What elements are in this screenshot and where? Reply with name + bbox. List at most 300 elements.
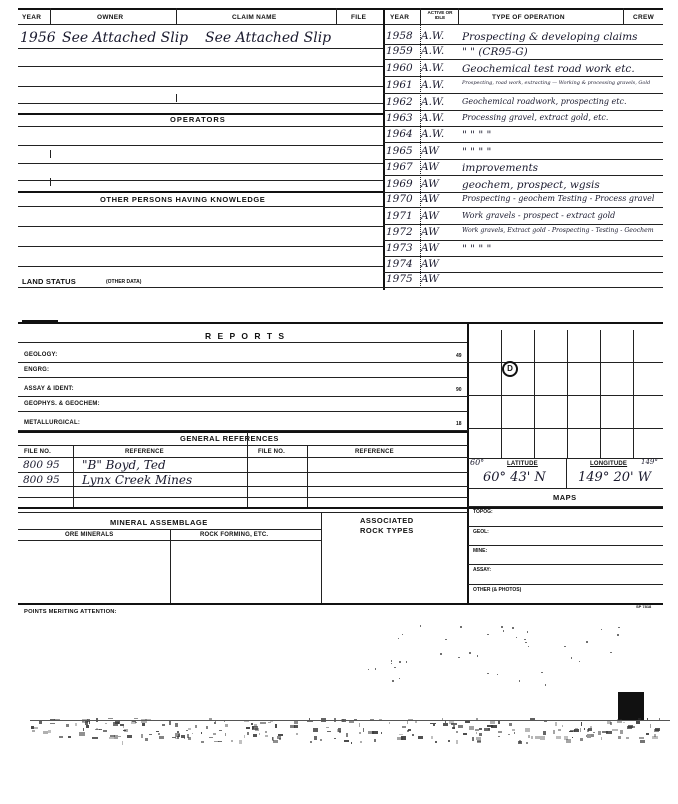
scan-speck — [32, 730, 35, 733]
scan-speck — [75, 723, 77, 726]
scan-speck — [602, 731, 607, 733]
scan-speck — [327, 731, 331, 732]
reports-right-border — [467, 322, 469, 604]
activity-operation: improvements — [462, 162, 539, 174]
gen-ref-col-2 — [247, 432, 248, 507]
scan-speck — [351, 742, 352, 744]
scan-speck — [184, 737, 186, 739]
gen-ref-title: GENERAL REFERENCES — [180, 434, 279, 443]
activity-line — [383, 224, 663, 225]
scan-speck — [209, 737, 213, 738]
activity-year: 1958 — [386, 30, 413, 42]
scan-speck — [627, 726, 632, 729]
scan-speck — [359, 723, 361, 727]
scan-speck — [569, 731, 573, 733]
scan-speck — [141, 734, 143, 737]
activity-line — [383, 142, 663, 143]
gen-ref-ref-2: Lynx Creek Mines — [82, 473, 193, 487]
scan-speck — [214, 741, 219, 742]
scan-speck — [219, 730, 221, 731]
scan-speck — [402, 726, 406, 727]
scan-speck — [476, 737, 481, 740]
scan-speck — [103, 730, 107, 733]
scan-speck — [636, 721, 639, 725]
operators-line-1 — [18, 145, 383, 146]
scan-speck — [572, 737, 573, 738]
activity-status: AW — [421, 161, 439, 173]
scan-speck — [149, 734, 151, 735]
scan-speck — [407, 730, 409, 732]
scan-speck — [158, 733, 160, 735]
activity-operation: geochem, prospect, wgsis — [462, 179, 600, 191]
lat-prefix: 60° — [470, 458, 485, 467]
lat-label: LATITUDE — [507, 461, 538, 467]
grid-marker-circle — [502, 361, 518, 377]
operators-label: OPERATORS — [170, 115, 226, 124]
other-persons-rule — [18, 191, 383, 193]
scan-speck — [391, 660, 393, 662]
scan-speck — [225, 724, 229, 727]
scan-speck — [145, 738, 147, 741]
scan-speck — [214, 722, 216, 724]
land-status-sub: (OTHER DATA) — [106, 279, 142, 285]
scan-speck — [618, 736, 621, 739]
scan-speck — [487, 634, 489, 636]
reports-title-rule — [18, 342, 468, 343]
maps-title: MAPS — [553, 493, 577, 502]
scan-speck — [514, 732, 516, 734]
activity-year: 1969 — [386, 178, 413, 190]
scan-speck — [247, 732, 250, 736]
scan-speck — [294, 721, 298, 724]
scan-speck — [392, 680, 394, 682]
scan-speck — [650, 724, 651, 727]
grid-marker-letter: D — [507, 364, 513, 373]
activity-year: 1959 — [386, 45, 413, 57]
scan-speck — [294, 725, 298, 728]
scan-speck — [519, 680, 521, 682]
rock-forming-label: ROCK FORMING, ETC. — [200, 532, 269, 538]
activity-year: 1960 — [386, 62, 413, 74]
scan-speck — [39, 721, 42, 724]
scan-speck — [555, 722, 557, 725]
activity-operation: Prospecting, road work, extracting — Working & processing gravels, Gold — [462, 80, 651, 86]
activity-line — [383, 287, 663, 288]
scan-speck — [456, 740, 458, 743]
act-col-2 — [458, 8, 459, 24]
scan-speck — [590, 726, 592, 728]
scan-speck — [265, 735, 268, 737]
scan-speck — [655, 728, 661, 731]
report-line — [18, 396, 468, 397]
scan-speck — [418, 736, 422, 739]
report-line — [18, 362, 468, 363]
activity-status: AW — [421, 226, 439, 238]
header-owner: OWNER — [97, 14, 124, 21]
operators-rule-b — [18, 126, 383, 127]
scan-speck — [553, 730, 555, 734]
gen-ref-h-file1: FILE NO. — [24, 449, 51, 455]
act-header-type: TYPE OF OPERATION — [492, 14, 565, 21]
form-number: SP 7818 — [636, 604, 652, 609]
scan-speck — [402, 634, 404, 636]
activity-status: AW — [421, 273, 439, 285]
scan-speck — [472, 737, 474, 741]
col-div-3 — [336, 8, 337, 24]
activity-year: 1970 — [386, 193, 413, 205]
scan-speck — [399, 734, 402, 735]
land-status-underline — [18, 287, 383, 288]
mineral-title: MINERAL ASSEMBLAGE — [110, 518, 208, 527]
activity-year: 1962 — [386, 96, 413, 108]
claim-entry: See Attached Slip — [205, 30, 332, 46]
gen-ref-line-3 — [18, 497, 468, 498]
scan-speck — [338, 728, 341, 732]
scan-speck — [268, 722, 271, 724]
activity-year: 1967 — [386, 161, 413, 173]
header-year: YEAR — [22, 14, 42, 21]
scan-speck — [580, 728, 581, 731]
scan-speck — [68, 736, 71, 739]
scan-speck — [431, 736, 433, 739]
col-div-1 — [50, 8, 51, 24]
activity-col-divider — [420, 24, 421, 288]
scan-speck — [601, 737, 602, 739]
scan-speck — [586, 641, 588, 643]
latlon-col — [566, 458, 567, 488]
scan-speck — [231, 740, 233, 742]
scan-speck — [412, 734, 414, 736]
scan-speck — [272, 737, 274, 741]
scan-speck — [310, 741, 312, 743]
reports-top-border — [18, 322, 663, 324]
act-header-crew: CREW — [633, 14, 655, 21]
scan-speck — [579, 661, 581, 663]
col-div-2 — [176, 8, 177, 24]
activity-line — [383, 175, 663, 176]
activity-status: AW — [421, 193, 439, 205]
scan-speck — [430, 723, 436, 725]
act-header-year: YEAR — [390, 14, 410, 21]
activity-status: A.W. — [421, 62, 445, 74]
report-label: GEOLOGY: — [24, 352, 58, 358]
scan-speck — [587, 734, 592, 738]
scan-speck — [498, 731, 502, 734]
scan-speck — [244, 735, 245, 739]
scan-speck — [501, 626, 503, 628]
scan-speck — [346, 733, 348, 737]
activity-status: A.W. — [421, 79, 445, 91]
scan-speck — [525, 728, 530, 731]
map-row-label: OTHER (& PHOTOS) — [473, 587, 522, 593]
map-row-label: GEOL: — [473, 529, 489, 535]
scan-speck — [206, 726, 208, 729]
scan-speck — [296, 733, 298, 735]
scan-speck — [516, 637, 518, 639]
activity-line — [383, 207, 663, 208]
scan-speck — [391, 663, 393, 665]
scan-speck — [646, 733, 648, 735]
scan-speck — [407, 721, 408, 724]
activity-year: 1963 — [386, 112, 413, 124]
scan-speck — [639, 737, 645, 739]
scan-speck — [479, 728, 481, 729]
activity-line — [383, 240, 663, 241]
scan-speck — [188, 728, 192, 730]
scan-speck — [260, 722, 266, 724]
scan-speck — [401, 736, 406, 739]
gen-ref-h-ref1: REFERENCE — [125, 449, 164, 455]
scan-speck — [509, 723, 512, 726]
activity-status: A.W. — [421, 112, 445, 124]
scan-speck — [620, 730, 624, 733]
scan-speck — [162, 724, 165, 726]
scan-speck — [123, 730, 125, 732]
activity-year: 1973 — [386, 242, 413, 254]
activity-line — [383, 93, 663, 94]
scan-speck — [326, 727, 329, 728]
report-number: 18 — [456, 421, 462, 427]
report-label: ASSAY & IDENT: — [24, 386, 74, 392]
scan-speck — [120, 724, 124, 726]
scan-speck — [372, 731, 378, 734]
report-label: ENGRG: — [24, 367, 50, 373]
scan-speck — [251, 723, 254, 726]
scan-speck — [83, 728, 84, 731]
gen-ref-rule-top — [18, 431, 468, 433]
scan-speck — [541, 672, 543, 674]
owner-line-4 — [18, 103, 383, 104]
scan-speck — [545, 684, 547, 686]
scan-speck — [273, 740, 277, 744]
scan-speck — [66, 724, 69, 727]
activity-operation: Work gravels - prospect - extract gold — [462, 211, 616, 220]
mineral-col-1 — [170, 529, 171, 603]
scan-speck — [477, 740, 480, 741]
activity-operation: " " (CR95-G) — [462, 46, 528, 58]
activity-year: 1961 — [386, 79, 413, 91]
activity-status: AW — [421, 242, 439, 254]
scan-speck — [456, 731, 458, 733]
scan-speck — [558, 729, 561, 731]
grid-vline — [534, 330, 535, 458]
owner-entry: See Attached Slip — [62, 30, 189, 46]
top-border — [18, 8, 663, 10]
scan-speck — [445, 639, 447, 641]
scan-speck — [186, 730, 187, 731]
scan-speck — [406, 661, 408, 663]
lon-prefix: 149° — [641, 458, 658, 466]
header-claim-name: CLAIM NAME — [232, 14, 277, 21]
act-col-3 — [623, 8, 624, 24]
scan-speck — [498, 736, 500, 737]
scan-speck — [593, 732, 594, 733]
map-row-line — [468, 526, 663, 527]
scan-speck — [601, 629, 603, 631]
activity-year: 1974 — [386, 258, 413, 270]
scan-speck — [415, 721, 417, 723]
scan-speck — [566, 739, 571, 742]
land-status-label: LAND STATUS — [22, 277, 77, 286]
scan-speck — [479, 733, 481, 736]
grid-hline — [468, 395, 663, 396]
scan-speck — [591, 734, 594, 737]
scan-speck — [142, 723, 144, 727]
scan-speck — [452, 727, 456, 730]
scan-speck — [118, 722, 120, 724]
scan-speck — [433, 724, 436, 725]
scan-speck — [458, 657, 460, 659]
scan-speck — [59, 736, 62, 738]
scan-speck — [159, 736, 163, 738]
lon-label: LONGITUDE — [590, 461, 628, 467]
scan-speck — [618, 627, 620, 629]
scan-speck — [398, 638, 400, 640]
maps-rule-top — [468, 488, 663, 489]
scan-speck — [503, 630, 505, 632]
scan-speck — [543, 731, 545, 734]
associated-label: ASSOCIATED — [360, 516, 414, 525]
scan-speck — [465, 721, 470, 723]
owner-year: 1956 — [20, 30, 56, 46]
scan-speck — [313, 728, 318, 732]
scan-speck — [598, 731, 602, 734]
scan-speck — [127, 735, 131, 738]
scan-speck — [490, 721, 495, 724]
scan-speck — [92, 737, 98, 739]
reports-title: R E P O R T S — [205, 331, 287, 341]
report-label: METALLURGICAL: — [24, 420, 81, 426]
activity-year: 1972 — [386, 226, 413, 238]
grid-vline — [501, 330, 502, 458]
tick-3 — [50, 178, 51, 186]
grid-vline — [600, 330, 601, 458]
activity-status: A.W. — [421, 30, 445, 42]
owner-line-1 — [18, 48, 383, 49]
scan-speck — [469, 726, 474, 729]
scan-speck — [564, 646, 566, 648]
scan-speck — [571, 657, 573, 659]
activity-status: A.W. — [421, 45, 445, 57]
scan-speck — [192, 733, 194, 734]
act-col-1 — [420, 8, 421, 24]
scan-speck — [105, 723, 108, 724]
scan-speck — [50, 723, 56, 724]
activity-operation: Processing gravel, extract gold, etc. — [462, 113, 609, 122]
activity-line — [383, 159, 663, 160]
scan-speck — [394, 667, 396, 669]
scan-speck — [449, 721, 455, 725]
scan-speck — [612, 729, 617, 731]
scan-speck — [476, 732, 477, 734]
scan-speck — [187, 734, 189, 738]
activity-operation: Prospecting & developing claims — [462, 31, 638, 43]
scan-speck — [213, 733, 217, 735]
header-file: FILE — [351, 14, 367, 21]
activity-status: AW — [421, 145, 439, 157]
scan-speck — [527, 631, 529, 633]
gen-ref-rule-mid — [18, 445, 468, 446]
scan-speck — [320, 739, 322, 741]
scan-speck — [246, 727, 250, 729]
activity-operation: Geochemical roadwork, prospecting etc. — [462, 97, 627, 106]
grid-hline — [468, 362, 663, 363]
tick-1 — [176, 94, 177, 102]
scan-speck — [440, 653, 442, 655]
scan-speck — [389, 722, 390, 724]
scan-speck — [255, 728, 259, 732]
scan-speck — [408, 729, 411, 732]
scan-speck — [588, 728, 591, 731]
scan-speck — [218, 741, 222, 742]
grid-vline — [567, 330, 568, 458]
owner-line-3 — [18, 86, 383, 87]
scan-speck — [469, 652, 471, 654]
lat-value: 60° 43' N — [483, 470, 546, 485]
gen-ref-h-file2: FILE NO. — [258, 449, 285, 455]
other-persons-line-3 — [18, 266, 383, 267]
mineral-rule-top2 — [18, 512, 468, 513]
scan-speck — [531, 736, 532, 739]
report-line — [18, 377, 468, 378]
scan-speck — [359, 732, 361, 734]
scan-speck — [314, 736, 317, 740]
activity-line — [383, 256, 663, 257]
scan-speck — [512, 627, 514, 629]
map-row-label: MINE: — [473, 548, 488, 554]
scan-speck — [626, 737, 629, 738]
operators-line-2 — [18, 163, 383, 164]
scan-speck — [363, 728, 365, 732]
owner-line-2 — [18, 66, 383, 67]
scan-speck — [201, 741, 204, 743]
activity-line — [383, 76, 663, 77]
mineral-col-2 — [321, 512, 322, 603]
gen-ref-h-ref2: REFERENCE — [355, 449, 394, 455]
bottom-border — [18, 603, 663, 605]
activity-status: A.W. — [421, 96, 445, 108]
scan-speck — [279, 738, 281, 740]
activity-status: AW — [421, 258, 439, 270]
scan-speck — [239, 740, 242, 744]
scan-speck — [95, 729, 100, 730]
reports-top-smudge — [22, 320, 58, 324]
scan-speck — [443, 723, 448, 726]
other-persons-line-1 — [18, 226, 383, 227]
scan-speck — [463, 733, 467, 735]
scan-speck — [607, 721, 612, 724]
activity-line — [383, 126, 663, 127]
scan-speck — [508, 734, 510, 736]
scan-smudge-square — [618, 692, 644, 720]
scan-speck — [374, 739, 376, 741]
scan-speck — [581, 722, 582, 726]
map-row-line — [468, 506, 663, 507]
scan-speck — [122, 741, 123, 744]
tick-2 — [50, 150, 51, 158]
scan-speck — [652, 736, 658, 739]
other-persons-rule-b — [18, 206, 383, 207]
other-persons-line-2 — [18, 246, 383, 247]
scan-speck — [79, 732, 84, 736]
scan-speck — [497, 674, 499, 676]
operators-line-3 — [18, 180, 383, 181]
activity-operation: Geochemical test road work etc. — [462, 63, 635, 75]
map-row-label: TOPOG: — [473, 509, 493, 515]
scan-speck — [225, 733, 226, 736]
scan-speck — [344, 740, 348, 742]
scan-speck — [512, 729, 516, 730]
